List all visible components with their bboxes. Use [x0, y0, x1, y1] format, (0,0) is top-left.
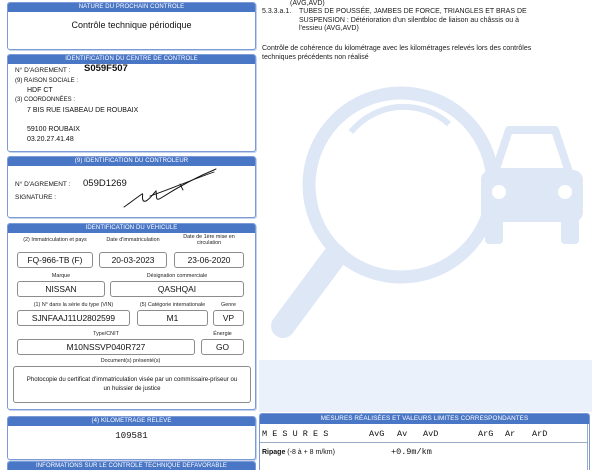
genre-value: VP — [213, 310, 244, 326]
make-value: NISSAN — [17, 281, 105, 297]
center-address: 7 BIS RUE ISABEAU DE ROUBAIX — [27, 107, 139, 114]
center-header: IDENTIFICATION DU CENTRE DE CONTRÔLE — [8, 55, 255, 64]
first-circulation-value: 23-06-2020 — [174, 252, 244, 268]
mileage-note-line: Contrôle de cohérence du kilométrage avec les kilométrages relevés lors des contrôles — [262, 45, 532, 52]
defect-line: SUSPENSION : Détérioration d'un silentbloc de liaison au châssis ou à — [299, 16, 520, 24]
unfavorable-box — [7, 461, 256, 470]
category-label: (5) Catégorie internationale — [139, 302, 206, 308]
measure-limits: (-8 à + 8 m/km) — [287, 449, 335, 456]
genre-label: Genre — [221, 302, 236, 308]
controller-agrement-value: 059D1269 — [83, 178, 127, 189]
watermark-tint — [259, 360, 592, 412]
column-ard: ArD — [532, 429, 548, 439]
documents-label: Document(s) présenté(s) — [100, 358, 161, 364]
measures-column-divider — [587, 424, 588, 470]
measures-header: MESURES RÉALISÉES ET VALEURS LIMITES CORRESPONDANTES — [260, 414, 589, 424]
registration-label: (2) Immatriculation et pays — [23, 237, 87, 243]
unfavorable-header: INFORMATIONS SUR LE CONTRÔLE TECHNIQUE DÉFAVORABLE — [8, 462, 255, 470]
center-raison-label: (9) RAISON SOCIALE : — [15, 78, 79, 84]
column-arg: ArG — [478, 429, 494, 439]
documents-line: un huissier de justice — [103, 384, 161, 392]
mileage-header: (4) KILOMÉTRAGE RELEVÉ — [8, 417, 255, 426]
vehicle-box — [7, 223, 256, 410]
energy-label: Énergie — [213, 331, 232, 337]
defect-code: 5.3.3.a.1. — [262, 8, 292, 15]
model-value: QASHQAI — [110, 281, 244, 297]
watermark — [259, 60, 592, 412]
center-agrement-label: N° D'AGREMENT : — [15, 67, 71, 74]
next-control-header: NATURE DU PROCHAIN CONTRÔLE — [8, 3, 255, 12]
registration-date-value: 20-03-2023 — [99, 252, 167, 268]
signature-label: SIGNATURE : — [15, 194, 57, 201]
measures-table — [259, 413, 590, 470]
center-coord-label: (3) COORDONNÉES : — [15, 97, 76, 103]
column-av: Av — [397, 429, 408, 439]
documents-line: Photocopie du certificat d'immatriculation visée par un commissaire-priseur ou — [26, 376, 238, 383]
column-ar: Ar — [505, 429, 516, 439]
signature-mark — [120, 165, 220, 212]
magnifier-icon — [283, 93, 493, 326]
controller-agrement-label: N° D'AGREMENT : — [15, 181, 71, 188]
center-phone: 03.20.27.41.48 — [27, 136, 74, 143]
center-box — [7, 54, 256, 152]
controller-box — [7, 156, 256, 218]
next-control-value: Contrôle technique périodique — [71, 20, 192, 30]
documents-box — [13, 366, 251, 403]
center-city: 59100 ROUBAIX — [27, 126, 80, 133]
make-label: Marque — [51, 273, 71, 279]
first-circulation-label: Date de 1ère mise en circulation — [183, 234, 235, 247]
car-icon — [481, 130, 583, 244]
vin-value: SJNFAAJ11U2802599 — [17, 310, 130, 326]
controller-header: (9) IDENTIFICATION DU CONTRÔLEUR — [8, 157, 255, 166]
column-avg: AvG — [369, 429, 385, 439]
defect-previous-tail: (AVG,AVD) — [290, 0, 325, 7]
column-avd: AvD — [423, 429, 439, 439]
defect-line: TUBES DE POUSSÉE, JAMBES DE FORCE, TRIANGLES ET BRAS DE — [299, 8, 527, 15]
table-row — [262, 448, 335, 457]
measure-name: Ripage — [262, 449, 286, 456]
mileage-note-line: techniques précédents non réalisé — [262, 53, 369, 61]
measures-columns-label: M E S U R E S — [262, 429, 329, 439]
defect-line: l'essieu (AVG,AVD) — [299, 25, 359, 32]
measures-divider — [260, 442, 587, 443]
next-control-box — [7, 2, 256, 50]
vin-label: (1) N° dans la série du type (VIN) — [33, 302, 114, 308]
energy-value: GO — [201, 339, 244, 355]
measure-value: +0.9m/km — [391, 447, 432, 457]
mileage-box — [7, 416, 256, 460]
category-value: M1 — [137, 310, 208, 326]
type-cnit-label: Type/CNIT — [93, 331, 119, 337]
type-cnit-value: M10NSSVP040R727 — [17, 339, 195, 355]
model-label: Désignation commerciale — [146, 273, 208, 279]
registration-date-label: Date d'immatriculation — [106, 237, 160, 243]
center-agrement-value: S059F507 — [84, 63, 128, 74]
vehicle-header: IDENTIFICATION DU VÉHICULE — [8, 224, 255, 233]
center-raison-value: HDF CT — [27, 87, 53, 94]
registration-value: FQ-966-TB (F) — [17, 252, 93, 268]
mileage-value: 109581 — [115, 431, 148, 441]
